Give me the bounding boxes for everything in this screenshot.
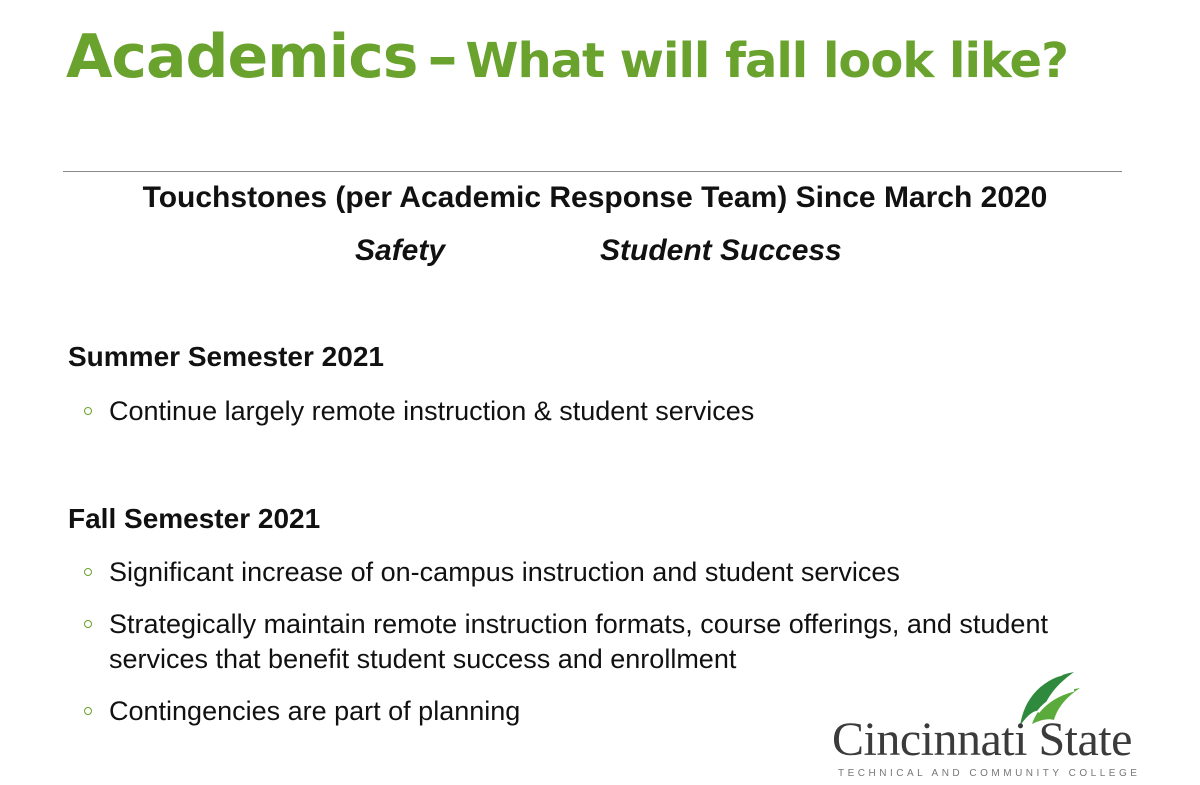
title-subtitle: What will fall look like? (465, 33, 1068, 89)
touchstones-heading: Touchstones (per Academic Response Team) Since March 2020 (142, 181, 1048, 214)
title-divider (63, 171, 1122, 172)
list-item (84, 394, 1124, 429)
touchstone-student-success: Student Success (600, 234, 842, 267)
list-item (84, 607, 1069, 677)
list-item (84, 555, 1124, 590)
slide-title (66, 22, 1068, 92)
circle-bullet-icon (84, 568, 92, 576)
bullet-text: Continue largely remote instruction & student services (109, 396, 755, 426)
bullet-text: Strategically maintain remote instruction formats, course offerings, and student services that benefit student success and enrollment (109, 609, 1048, 674)
logo-tagline: TECHNICAL AND COMMUNITY COLLEGE (838, 768, 1141, 779)
summer-bullet-list (84, 394, 1124, 429)
circle-bullet-icon (84, 620, 92, 628)
touchstone-safety: Safety (355, 234, 446, 267)
bullet-text: Contingencies are part of planning (109, 696, 521, 726)
summer-semester-heading: Summer Semester 2021 (68, 341, 384, 372)
bullet-text: Significant increase of on-campus instruction and student services (109, 557, 900, 587)
circle-bullet-icon (84, 407, 92, 415)
logo-name: Cincinnati State (832, 713, 1132, 766)
fall-semester-heading: Fall Semester 2021 (68, 503, 321, 534)
cincinnati-state-logo (832, 668, 1141, 783)
title-dash: – (427, 22, 458, 92)
title-main: Academics (66, 22, 418, 92)
circle-bullet-icon (84, 707, 92, 715)
